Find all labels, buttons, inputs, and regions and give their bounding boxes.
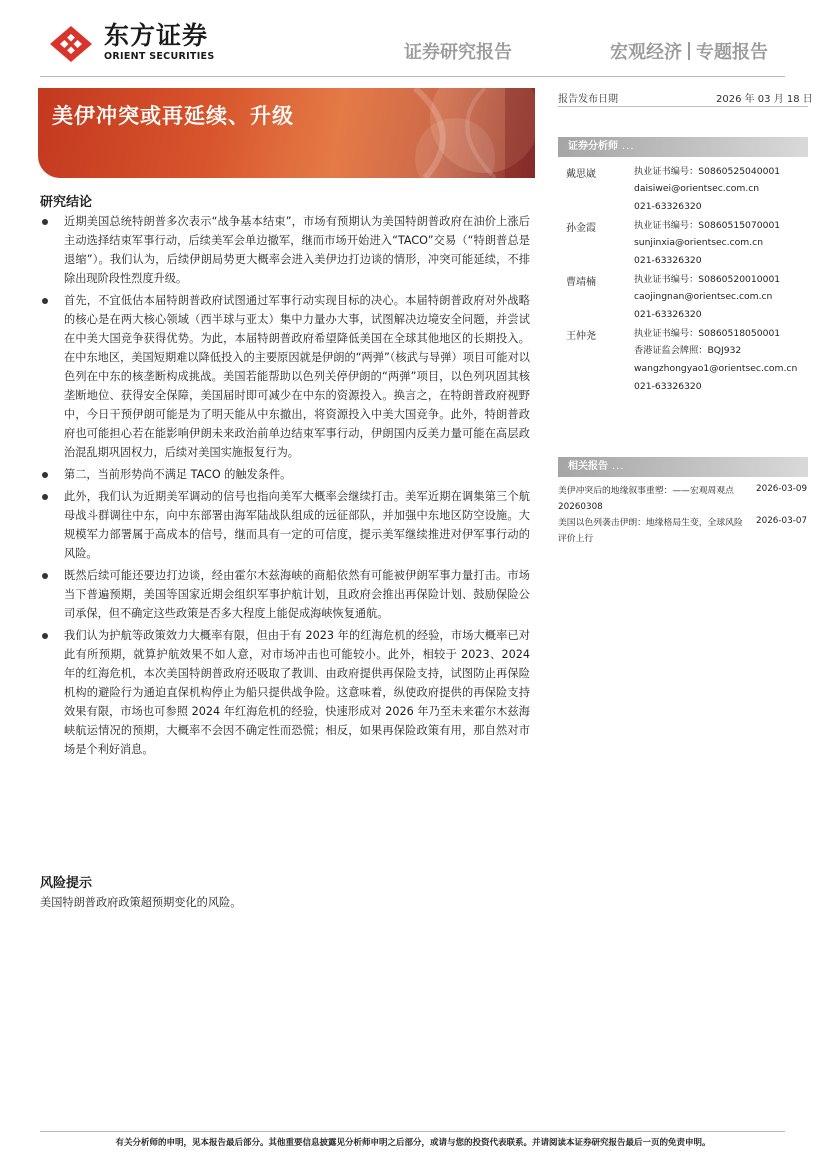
analysts-heading [558,137,808,157]
bullet-text: 我们认为护航等政策效力大概率有限，但由于有 2023 年的红海危机的经验，市场大概率已对此有所预期，就算护航效果不如人意，对市场冲击也可能较小。此外，相较于 2023、2024 年的红海危机，本次美国特朗普政府还吸取了教训、由政府提供再保险支持，试图防止再保险机构的避险行为通迫直保机构停止为船只提供战争险。这意味着，纵使政府提供的再保险支持效果有限，市场也可参照 2024 年红海危机的经验，快速形成对 2026 年乃至未来霍尔木兹海峡航运情况的预期，大概率不会因不确定性而恐慌；相反，如果再保险政策有用，那自然对市场是个利好消息。 [64,629,530,756]
list-item [40,487,530,563]
analyst-email: wangzhongyao1@orientsec.com.cn [634,363,798,374]
analyst-email: daisiwei@orientsec.com.cn [634,183,760,194]
list-item [40,566,530,623]
list-item [40,212,530,288]
banner-decoration-icon [335,88,535,178]
risk-text: 美国特朗普政府政策超预期变化的风险。 [40,896,242,909]
analyst-email: caojingnan@orientsec.com.cn [634,291,773,302]
analyst-phone: 021-63326320 [634,381,702,392]
bullet-icon [42,633,48,639]
bullet-text: 第二，当前形势尚不满足 TACO 的触发条件。 [64,468,292,481]
release-date-value: 2026 年 03 月 18 日 [716,94,813,105]
report-category [610,38,768,64]
related-report-title[interactable]: 美伊冲突后的地缘叙事重塑：——宏观周观点 20260308 [558,486,734,512]
header-divider [40,76,785,77]
logo-text-cn: 东方证券 [104,21,209,50]
release-date-divider [558,106,808,107]
related-report-date: 2026-03-09 [756,484,808,494]
analyst-license: 执业证书编号：S0860518050001 [634,328,781,339]
bullet-icon [42,472,48,478]
bullet-icon [42,573,48,579]
footer-disclaimer: 有关分析师的申明，见本报告最后部分。其他重要信息披露见分析师申明之后部分，或请与您的投资代表联系。并请阅读本证券研究报告最后一页的免责申明。 [115,1138,711,1148]
analyst-phone: 021-63326320 [634,309,702,320]
logo-text-en: ORIENT SECURITIES [104,51,215,62]
orient-logo-icon [48,24,94,64]
analyst-phone: 021-63326320 [634,255,702,266]
title-banner [38,88,535,178]
bullet-icon [42,494,48,500]
related-report-title[interactable]: 美国以色列袭击伊朗：地缘格局生变，全球风险评价上行 [558,518,743,544]
bullet-text: 首先，不宜低估本届特朗普政府试图通过军事行动实现目标的决心。本届特朗普政府对外战略的核心是在两大核心领域（西半球与亚太）集中力量办大事，试图解决边境安全问题，并尝试在中美大国竞争获得优势。为此，本届特朗普政府希望降低美国在全球其他地区的长期投入。在中东地区，美国短期难以降低投入的主要原因就是伊朗的“两弹”（核武与导弹）项目可能对以色列在中东的核垄断构成挑战。美国若能帮助以色列关停伊朗的“两弹”项目，以色列巩固其核垄断地位、获得安全保障，美国届时即可减少在中东的资源投入。换言之，在特朗普政府视野中，今日干预伊朗可能是为了明天能从中东撤出，将资源投入中美大国竞争。此外，特朗普政府也可能担心若在能影响伊朗未来政治前单边结束军事行动，伊朗国内反美力量可能在高层政治混乱期巩固权力，后续对美国实施报复行为。 [64,294,530,459]
analyst-name: 王仲尧 [566,331,596,342]
analyst-name: 孙金霞 [566,223,596,234]
related-heading-dots: ... [612,461,625,472]
conclusion-heading: 研究结论 [40,195,93,210]
list-item [40,626,530,759]
analyst-license: 执业证书编号：S0860515070001 [634,220,781,231]
conclusion-list [40,212,530,762]
risk-heading: 风险提示 [40,876,93,891]
category-primary: 宏观经济 [610,42,682,63]
bullet-text: 此外，我们认为近期美军调动的信号也指向美军大概率会继续打击。美军近期在调集第三个航母战斗群调往中东，向中东部署由海军陆战队组成的远征部队，并加强中东地区防空设施。大规模军力部署属于高成本的信号，继而具有一定的可信度，提示美军继续推进对伊军事行动的风险。 [64,490,530,560]
analyst-license: 执业证书编号：S0860520010001 [634,274,781,285]
list-item [40,465,530,484]
analyst-name: 戴思崴 [566,169,596,180]
release-date-label: 报告发布日期 [558,94,618,105]
report-type-label: 证券研究报告 [404,42,512,63]
analyst-hk-license: 香港证监会牌照：BQJ932 [634,345,742,356]
analyst-email: sunjinxia@orientsec.com.cn [634,237,764,248]
category-divider [688,42,690,60]
bullet-text: 既然后续可能还要边打边谈，经由霍尔木兹海峡的商船依然有可能被伊朗军事力量打击。市场当下普遍预期，美国等国家近期会组织军事护航计划，且政府会推出再保险计划、鼓励保险公司承保，但不确定这些政策是否多大程度上能促成海峡恢复通航。 [64,569,530,620]
analyst-name: 曹靖楠 [566,277,596,288]
related-report-date: 2026-03-07 [756,516,808,526]
analyst-license: 执业证书编号：S0860525040001 [634,166,781,177]
footer-divider [40,1131,785,1132]
analysts-heading-label: 证券分析师 [568,141,618,152]
analysts-heading-dots: ... [622,141,635,152]
related-reports-heading [558,457,808,477]
list-item [40,291,530,462]
analyst-phone: 021-63326320 [634,201,702,212]
category-secondary: 专题报告 [696,42,768,63]
bullet-icon [42,219,48,225]
bullet-icon [42,298,48,304]
related-heading-label: 相关报告 [568,461,608,472]
report-title: 美伊冲突或再延续、升级 [52,104,294,128]
bullet-text: 近期美国总统特朗普多次表示“战争基本结束”，市场有预期认为美国特朗普政府在油价上涨后主动选择结束军事行动，后续美军会单边撤军，继而市场开始进入“TACO”交易（“特朗普总是退缩”）。我们认为，后续伊朗局势更大概率会进入美伊边打边谈的情形，冲突可能延续，不排除出现阶段性烈度升级。 [64,215,530,285]
